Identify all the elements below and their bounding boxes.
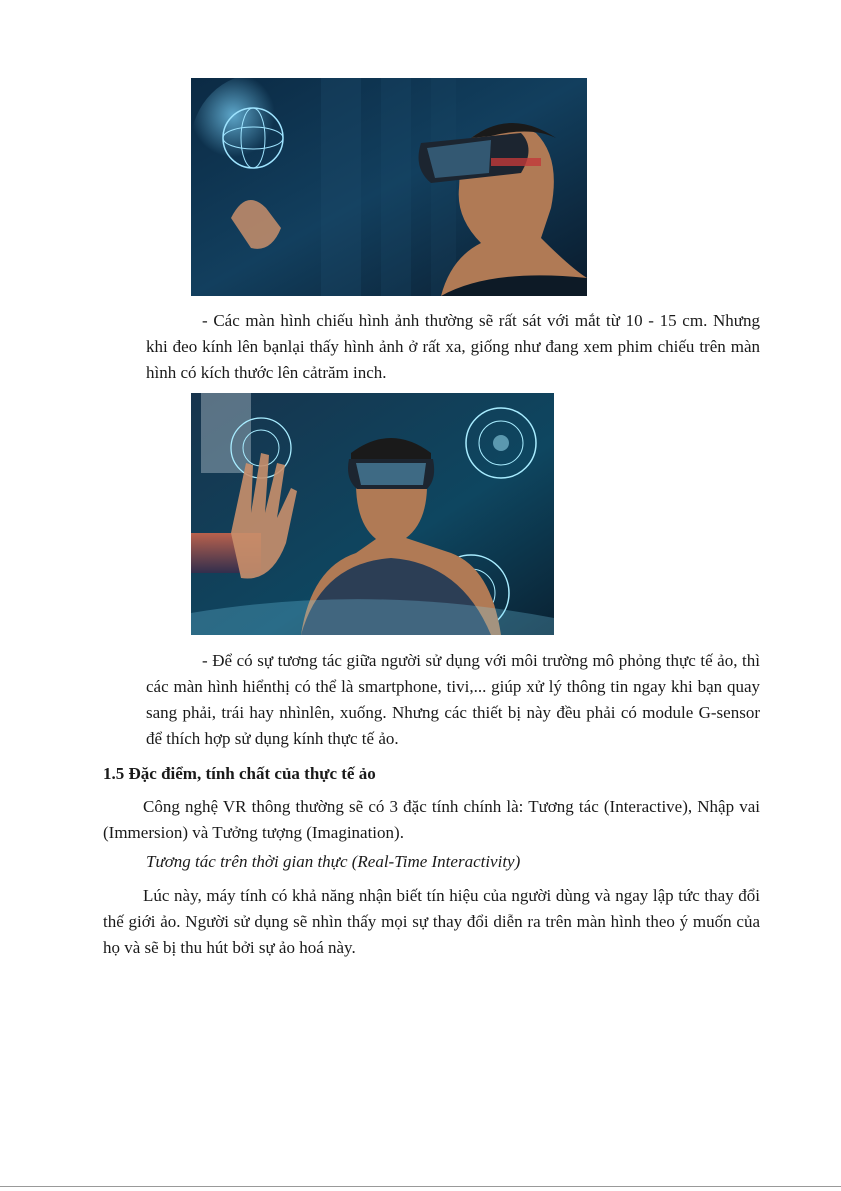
vr-headset-photo-2 xyxy=(191,393,554,635)
paragraph-display-distance: - Các màn hình chiếu hình ảnh thường sẽ rất sát với mắt từ 10 - 15 cm. Nhưng khi đeo kính lên bạnlại thấy hình ảnh ở rất xa, giống như đang xem phim chiếu trên màn hình có kích thước lên cảtrăm inch. xyxy=(146,311,760,382)
page-bottom-rule xyxy=(0,1186,841,1187)
paragraph-display-devices: - Để có sự tương tác giữa người sử dụng với môi trường mô phỏng thực tế ảo, thì các màn hình hiểnthị có thể là smartphone, tivi,... giúp xử lý thông tin ngay khi bạn quay sang phải, trái hay nhìnlên, xuống. Nhưng các thiết bị này đều phải có module G-sensor để thích hợp sử dụng kính thực tế ảo. xyxy=(146,651,760,748)
paragraph-vr-characteristics: Công nghệ VR thông thường sẽ có 3 đặc tính chính là: Tương tác (Interactive), Nhập vai (Immersion) và Tưởng tượng (Imagination). xyxy=(103,797,760,842)
vr-headset-illustration-1 xyxy=(191,78,587,296)
section-heading-1-5: 1.5 Đặc điểm, tính chất của thực tế ảo xyxy=(103,764,376,783)
paragraph-real-time-description: Lúc này, máy tính có khả năng nhận biết tín hiệu của người dùng và ngay lập tức thay đổi thế giới ảo. Người sử dụng sẽ nhìn thấy mọi sự thay đổi diễn ra trên màn hình theo ý muốn của họ và sẽ bị thu hút bởi sự ảo hoá này. xyxy=(103,886,760,957)
vr-headset-illustration-2 xyxy=(191,393,554,635)
subheading-real-time-interactivity: Tương tác trên thời gian thực (Real-Time Interactivity) xyxy=(146,852,521,871)
vr-headset-photo-1 xyxy=(191,78,587,296)
